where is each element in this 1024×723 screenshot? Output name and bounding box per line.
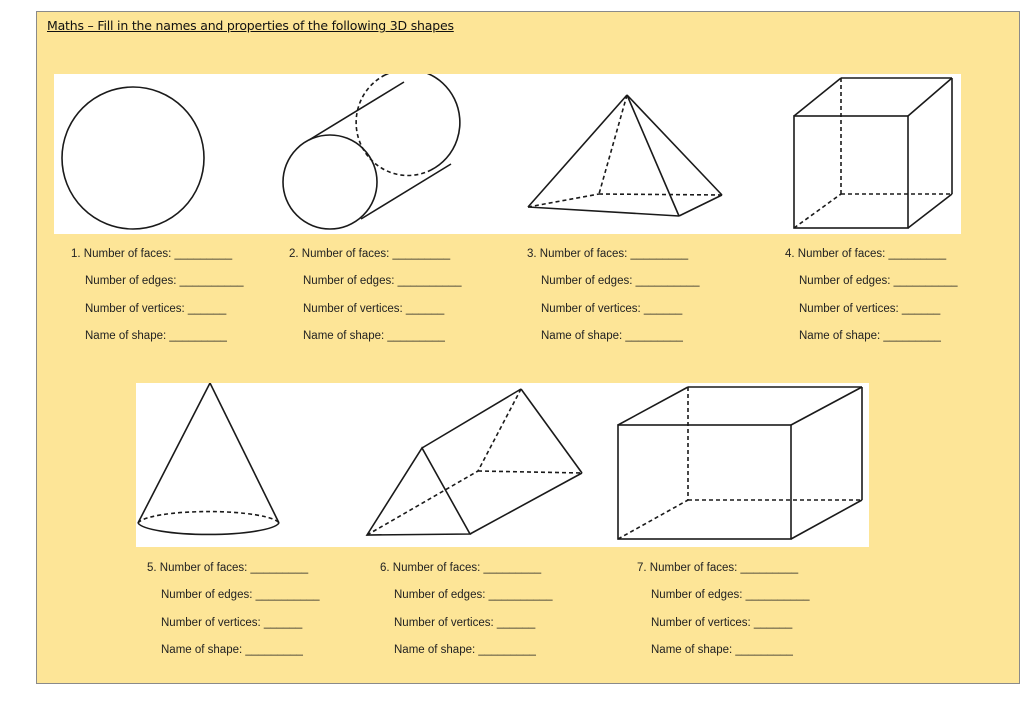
edges-question: Number of edges: __________ (541, 275, 700, 288)
question-5 (147, 561, 320, 670)
vertices-question: Number of vertices: ______ (541, 302, 683, 315)
faces-question: 5. Number of faces: _________ (147, 562, 309, 574)
sphere-shape (62, 87, 204, 229)
faces-question: 4. Number of faces: _________ (785, 248, 947, 260)
name-question: Name of shape: _________ (651, 643, 793, 656)
vertices-question: Number of vertices: ______ (394, 616, 536, 629)
question-2 (289, 247, 462, 356)
question-3 (527, 247, 700, 356)
faces-question: 1. Number of faces: _________ (71, 248, 233, 260)
bottom-shapes-panel (136, 383, 869, 547)
name-question: Name of shape: _________ (303, 329, 445, 342)
question-4 (785, 247, 958, 356)
worksheet (36, 11, 1020, 684)
edges-question: Number of edges: __________ (651, 589, 810, 602)
vertices-question: Number of vertices: ______ (85, 302, 227, 315)
top-shapes-panel (54, 74, 961, 234)
faces-question: 6. Number of faces: _________ (380, 562, 542, 574)
edges-question: Number of edges: __________ (799, 275, 958, 288)
name-question: Name of shape: _________ (161, 643, 303, 656)
triangular-prism-shape (367, 389, 582, 535)
name-question: Name of shape: _________ (394, 643, 536, 656)
edges-question: Number of edges: __________ (161, 589, 320, 602)
vertices-question: Number of vertices: ______ (303, 302, 445, 315)
question-1 (71, 247, 244, 356)
cylinder-shape (283, 74, 460, 229)
question-6 (380, 561, 553, 670)
faces-question: 2. Number of faces: _________ (289, 248, 451, 260)
square-pyramid-shape (528, 95, 722, 216)
faces-question: 3. Number of faces: _________ (527, 248, 689, 260)
edges-question: Number of edges: __________ (394, 589, 553, 602)
name-question: Name of shape: _________ (85, 329, 227, 342)
cuboid-shape (618, 387, 862, 539)
edges-question: Number of edges: __________ (85, 275, 244, 288)
cube-shape (794, 78, 952, 228)
edges-question: Number of edges: __________ (303, 275, 462, 288)
vertices-question: Number of vertices: ______ (799, 302, 941, 315)
vertices-question: Number of vertices: ______ (651, 616, 793, 629)
name-question: Name of shape: _________ (541, 329, 683, 342)
name-question: Name of shape: _________ (799, 329, 941, 342)
question-7 (637, 561, 810, 670)
worksheet-title: Maths – Fill in the names and properties of the following 3D shapes (47, 18, 454, 33)
vertices-question: Number of vertices: ______ (161, 616, 303, 629)
cone-shape (138, 383, 279, 534)
faces-question: 7. Number of faces: _________ (637, 562, 799, 574)
